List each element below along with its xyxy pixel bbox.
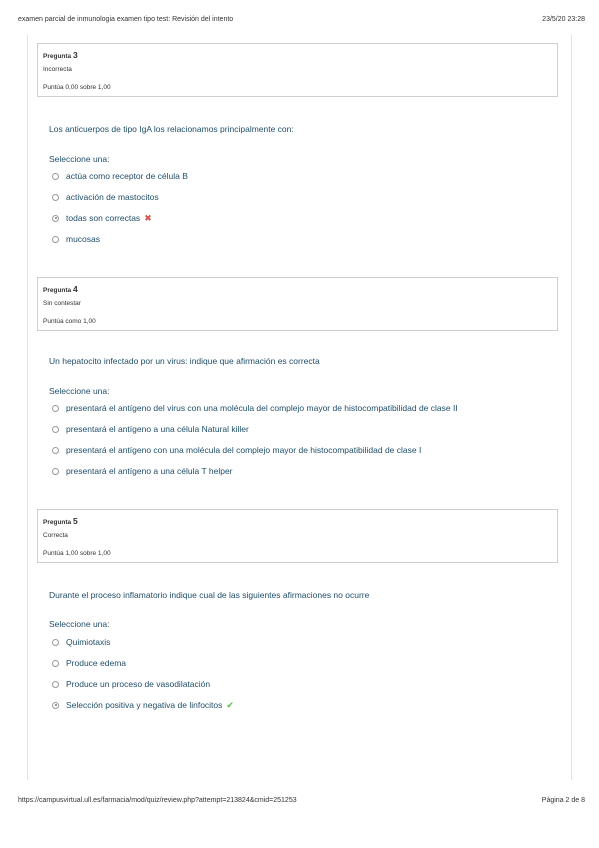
answer-option[interactable] <box>52 212 152 224</box>
answer-option[interactable] <box>52 170 188 182</box>
incorrect-icon: ✖ <box>144 212 152 223</box>
question-info-box <box>37 509 558 563</box>
answer-option-label: presentará el antígeno con una molécula del complejo mayor de histocompatibilidad de clase I <box>66 445 422 455</box>
answer-option-label: Selección positiva y negativa de linfocitos <box>66 700 223 710</box>
answer-option-label: activación de mastocitos <box>66 192 159 202</box>
answer-option-label: presentará el antígeno a una célula Natural killer <box>66 424 249 434</box>
answer-option-label: Quimiotaxis <box>66 637 111 647</box>
question-number: Pregunta 3 <box>43 50 78 60</box>
correct-check-icon: ✔ <box>226 699 234 710</box>
answer-option[interactable] <box>52 191 159 203</box>
select-prompt: Seleccione una: <box>49 619 110 629</box>
question-info-box <box>37 277 558 331</box>
page-footer-page-number: Página 2 de 8 <box>541 797 585 804</box>
content-border-left <box>27 35 28 780</box>
radio-button[interactable] <box>52 173 59 180</box>
radio-button[interactable] <box>52 405 59 412</box>
answer-option[interactable] <box>52 233 100 245</box>
answer-option-label: presentará el antígeno del virus con una molécula del complejo mayor de histocompatibilidad de clase II <box>66 403 458 413</box>
answer-option-label: actúa como receptor de célula B <box>66 171 188 181</box>
radio-button[interactable] <box>52 447 59 454</box>
radio-button[interactable] <box>52 681 59 688</box>
page-header-datetime: 23/5/20 23:28 <box>542 16 585 23</box>
answer-option[interactable] <box>52 444 421 456</box>
radio-button[interactable] <box>52 236 59 243</box>
question-grade: Puntúa 1,00 sobre 1,00 <box>43 550 111 557</box>
question-grade: Puntúa como 1,00 <box>43 318 96 325</box>
answer-option-label: todas son correctas <box>66 213 141 223</box>
question-number: Pregunta 5 <box>43 516 78 526</box>
answer-option[interactable] <box>52 636 110 648</box>
question-text: Un hepatocito infectado por un virus: indique que afirmación es correcta <box>49 356 320 366</box>
radio-button[interactable] <box>52 468 59 475</box>
answer-option-label: mucosas <box>66 234 101 244</box>
answer-option[interactable] <box>52 465 233 477</box>
answer-option-label: presentará el antígeno a una célula T helper <box>66 466 233 476</box>
question-info-box <box>37 43 558 97</box>
content-border-right <box>571 35 572 780</box>
answer-option-label: Produce edema <box>66 658 127 668</box>
question-text: Los anticuerpos de tipo IgA los relacionamos principalmente con: <box>49 124 294 134</box>
question-state: Sin contestar <box>43 300 81 307</box>
answer-option[interactable] <box>52 678 210 690</box>
radio-button[interactable] <box>52 194 59 201</box>
select-prompt: Seleccione una: <box>49 154 110 164</box>
question-number: Pregunta 4 <box>43 284 78 294</box>
question-grade: Puntúa 0,00 sobre 1,00 <box>43 84 111 91</box>
answer-option[interactable] <box>52 699 234 711</box>
select-prompt: Seleccione una: <box>49 386 110 396</box>
answer-option[interactable] <box>52 657 126 669</box>
radio-button[interactable] <box>52 426 59 433</box>
answer-option[interactable] <box>52 423 249 435</box>
radio-button[interactable] <box>52 660 59 667</box>
page-footer-url: https://campusvirtual.ull.es/farmacia/mod/quiz/review.php?attempt=213824&cmid=251253 <box>18 797 297 804</box>
question-state: Correcta <box>43 532 68 539</box>
answer-option[interactable] <box>52 402 458 414</box>
radio-button-selected[interactable] <box>52 702 59 709</box>
radio-button-selected[interactable] <box>52 215 59 222</box>
answer-option-label: Produce un proceso de vasodilatación <box>66 679 211 689</box>
question-text: Durante el proceso inflamatorio indique cual de las siguientes afirmaciones no ocurre <box>49 590 370 600</box>
question-state: Incorrecta <box>43 66 72 73</box>
page-header-title: examen parcial de inmunologia examen tipo test: Revisión del intento <box>18 16 234 23</box>
radio-button[interactable] <box>52 639 59 646</box>
